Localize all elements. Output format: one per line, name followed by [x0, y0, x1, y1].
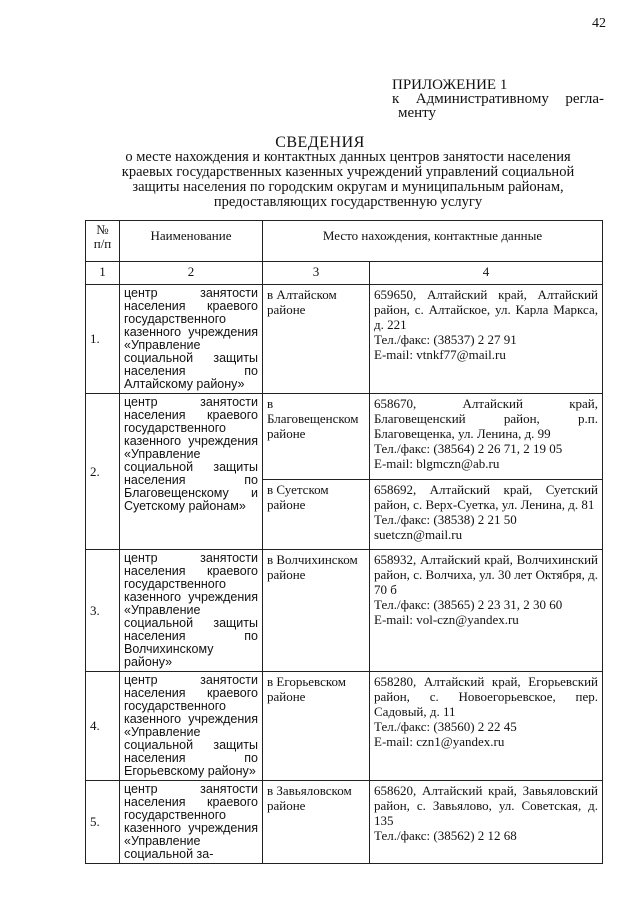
appendix-block [392, 78, 604, 120]
center-name: центр занятости населения краевого государственного казенного учреждения «Управление социальной за- [120, 781, 263, 864]
center-name: центр занятости населения краевого государственного казенного учреждения «Управление социальной защиты населения по Егорьевскому району» [120, 672, 263, 781]
row-number: 4. [86, 672, 120, 781]
header-name: Наименование [120, 221, 263, 262]
row-number: 5. [86, 781, 120, 864]
appendix-reference: к Административному регла- [392, 91, 604, 107]
district: в Егорьевском районе [263, 672, 370, 781]
column-number-row [86, 262, 603, 285]
row-number: 1. [86, 285, 120, 394]
table-header-row [86, 221, 603, 262]
row-number: 3. [86, 550, 120, 672]
column-number: 2 [120, 262, 263, 285]
phone: Тел./факс: (38538) 2 21 50 [374, 512, 517, 527]
email: E-mail: vtnkf77@mail.ru [374, 347, 506, 362]
table-row [86, 394, 603, 480]
address: 658670, Алтайский край, Благовещенский район, р.п. Благовещенка, ул. Ленина, д. 99 [374, 396, 598, 441]
center-name: центр занятости населения краевого государственного казенного учреждения «Управление социальной защиты населения по Алтайскому району» [120, 285, 263, 394]
table-row [86, 285, 603, 394]
phone: Тел./факс: (38565) 2 23 31, 2 30 60 [374, 597, 563, 612]
address: 658280, Алтайский край, Егорьевский район, с. Новоегорьевское, пер. Садовый, д. 11 [374, 674, 598, 719]
address: 659650, Алтайский край, Алтайский район, с. Алтайское, ул. Карла Маркса, д. 221 [374, 287, 598, 332]
phone: Тел./факс: (38564) 2 26 71, 2 19 05 [374, 441, 563, 456]
address: 658692, Алтайский край, Суетский район, с. Верх-Суетка, ул. Ленина, д. 81 [374, 482, 598, 512]
district: в Волчихинском районе [263, 550, 370, 672]
header-place: Место нахождения, контактные данные [263, 221, 603, 262]
email: E-mail: vol-czn@yandex.ru [374, 612, 519, 627]
contact-details [370, 550, 603, 672]
column-number: 1 [86, 262, 120, 285]
email: E-mail: blgmczn@ab.ru [374, 456, 500, 471]
email: suetczn@mail.ru [374, 527, 463, 542]
table-row [86, 550, 603, 672]
email: E-mail: czn1@yandex.ru [374, 734, 505, 749]
appendix-reference-cont: менту [398, 105, 437, 121]
district: в Суетском районе [263, 480, 370, 550]
contact-details [370, 480, 603, 550]
contact-details [370, 781, 603, 864]
district: в Завьяловском районе [263, 781, 370, 864]
district: в Алтайском районе [263, 285, 370, 394]
table-row [86, 781, 603, 864]
center-name: центр занятости населения краевого государственного казенного учреждения «Управление социальной защиты населения по Волчихинскому району» [120, 550, 263, 672]
appendix-title: ПРИЛОЖЕНИЕ 1 [392, 77, 508, 93]
column-number: 4 [370, 262, 603, 285]
header-number: № п/п [86, 221, 120, 262]
phone: Тел./факс: (38537) 2 27 91 [374, 332, 517, 347]
contact-details [370, 285, 603, 394]
page-number: 42 [592, 16, 606, 31]
contacts-table [85, 220, 603, 864]
table-row [86, 672, 603, 781]
contact-details [370, 672, 603, 781]
contact-details [370, 394, 603, 480]
district: в Благовещенском районе [263, 394, 370, 480]
phone: Тел./факс: (38562) 2 12 68 [374, 828, 517, 843]
address: 658932, Алтайский край, Волчихинский район, с. Волчиха, ул. 30 лет Октября, д. 70 б [374, 552, 598, 597]
document-title: СВЕДЕНИЯ [275, 134, 365, 151]
document-subtitle: о месте нахождения и контактных данных центров занятости населения краевых государственных казенных учреждений управлений социальной защиты населения по городским округам и муниципальным районам, предоставляющих государственную услугу [121, 149, 575, 210]
row-number: 2. [86, 394, 120, 550]
phone: Тел./факс: (38560) 2 22 45 [374, 719, 517, 734]
column-number: 3 [263, 262, 370, 285]
center-name: центр занятости населения краевого государственного казенного учреждения «Управление социальной защиты населения по Благовещенскому и Суетскому районам» [120, 394, 263, 550]
address: 658620, Алтайский край, Завьяловский район, с. Завьялово, ул. Советская, д. 135 [374, 783, 598, 828]
